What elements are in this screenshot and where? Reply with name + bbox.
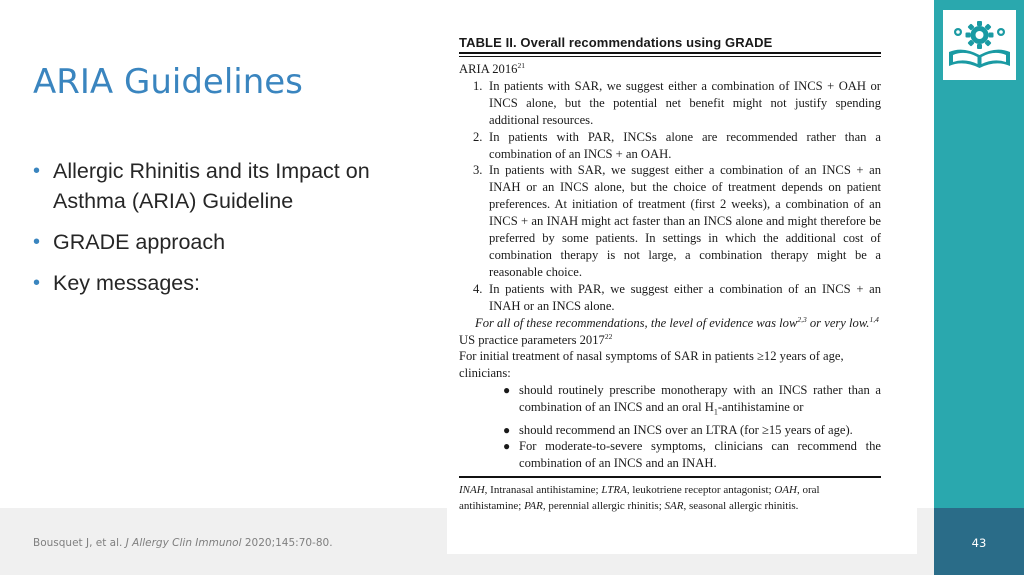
recommendation-text: In patients with SAR, we suggest either a combination of INCS + OAH or INCS alone, but the potential net benefit might not justify spending additional resources. xyxy=(489,78,881,127)
aria-heading xyxy=(459,61,881,78)
footnote-def: , oral antihistamine; xyxy=(459,484,820,512)
footnote-def: , leukotriene receptor antagonist; xyxy=(626,484,775,497)
us-bullet-list xyxy=(503,382,881,472)
footnote-abbr: SAR xyxy=(664,499,684,512)
bullet-dot-icon: ● xyxy=(503,422,511,437)
recommendation-item xyxy=(459,129,881,163)
bullet-text: Allergic Rhinitis and its Impact on Asthma (ARIA) Guideline xyxy=(53,159,370,213)
us-bullet-text: For moderate-to-severe symptoms, clinicians can recommend the combination of an INCS and an INAH. xyxy=(519,439,881,471)
page-number: 43 xyxy=(971,536,987,550)
footnote-abbr: OAH xyxy=(774,484,797,497)
bullet-item xyxy=(33,156,443,216)
us-bullet-text: -antihistamine or xyxy=(717,400,804,415)
evidence-note xyxy=(459,315,881,332)
citation-details: 2020;145:70-80. xyxy=(241,537,333,549)
evidence-note-text: or very low. xyxy=(806,315,870,330)
recommendation-item xyxy=(459,281,881,315)
us-intro: For initial treatment of nasal symptoms of SAR in patients ≥12 years of age, clinicians: xyxy=(459,349,844,381)
aria-heading-ref: 21 xyxy=(517,60,525,70)
bullet-dot-icon: • xyxy=(33,272,41,294)
recommendation-text: In patients with SAR, we suggest either a combination of an INCS + an INAH or an INCS alone, but the choice of treatment depends on patient preferences. At initiation of treatment (first 2 weeks), a combination of an INCS + an INAH might act faster than an INCS alone and might therefore be preferred by some patients. In settings in which the additional cost of combination therapy is not large, a combination therapy might be a reasonable choice. xyxy=(489,163,881,279)
us-heading-text: US practice parameters 2017 xyxy=(459,332,605,347)
recommendations-table-image xyxy=(447,27,917,554)
bullet-text: GRADE approach xyxy=(53,230,226,254)
footnote-abbr: INAH xyxy=(459,484,485,497)
table-rule-thin xyxy=(459,56,881,57)
citation-journal: J Allergy Clin Immunol xyxy=(125,537,242,549)
footnote-abbr: LTRA xyxy=(601,484,627,497)
accent-sidebar xyxy=(934,0,1024,575)
evidence-note-ref: 1,4 xyxy=(869,314,879,324)
table-caption: TABLE II. Overall recommendations using GRADE xyxy=(459,35,773,50)
slide-title: ARIA Guidelines xyxy=(33,62,303,102)
citation-authors: Bousquet J, et al. xyxy=(33,537,126,549)
bullet-item xyxy=(33,268,443,298)
evidence-note-ref: 2,3 xyxy=(797,314,807,324)
bullet-list xyxy=(33,156,443,309)
us-bullet-item xyxy=(503,422,881,439)
us-bullet-text: should routinely prescribe monotherapy with an INCS rather than a combination of an INCS and an oral H xyxy=(519,383,881,415)
recommendation-text: In patients with PAR, we suggest either a combination of an INCS + an INAH or an INCS alone. xyxy=(489,281,881,313)
bullet-dot-icon: • xyxy=(33,231,41,253)
table-footnote xyxy=(459,483,881,514)
recommendation-number: 2. xyxy=(473,129,483,144)
footnote-def: , perennial allergic rhinitis; xyxy=(542,499,665,512)
recommendations-table xyxy=(459,35,881,514)
us-bullet-item xyxy=(503,438,881,472)
bullet-dot-icon: • xyxy=(33,160,41,182)
us-heading xyxy=(459,332,881,349)
us-heading-ref: 22 xyxy=(604,331,613,341)
bullet-text: Key messages: xyxy=(53,271,200,295)
table-rule-bottom xyxy=(459,476,881,478)
recommendation-number: 3. xyxy=(473,163,483,178)
us-bullet-item xyxy=(503,382,881,421)
aria-heading-text: ARIA 2016 xyxy=(459,62,518,76)
recommendation-text: In patients with PAR, INCSs alone are recommended rather than a combination of an INCS + an OAH. xyxy=(489,129,881,161)
footnote-def: , seasonal allergic rhinitis. xyxy=(683,499,799,512)
footnote-abbr: PAR xyxy=(524,499,543,512)
book-gear-logo-icon xyxy=(943,10,1016,80)
recommendation-number: 1. xyxy=(473,78,483,93)
us-bullet-text: should recommend an INCS over an LTRA (for ≥15 years of age). xyxy=(519,422,853,437)
us-bullet-subscript: 1 xyxy=(713,407,718,417)
recommendation-number: 4. xyxy=(473,281,483,296)
table-body xyxy=(459,61,881,472)
bullet-dot-icon: ● xyxy=(503,383,511,398)
bullet-item xyxy=(33,227,443,257)
footnote-def: , Intranasal antihistamine; xyxy=(484,484,602,497)
recommendation-item xyxy=(459,78,881,129)
evidence-note-text: For all of these recommendations, the level of evidence was low xyxy=(475,315,798,330)
bullet-dot-icon: ● xyxy=(503,439,511,454)
citation xyxy=(33,537,333,549)
table-rule-top xyxy=(459,52,881,54)
recommendation-item xyxy=(459,162,881,280)
